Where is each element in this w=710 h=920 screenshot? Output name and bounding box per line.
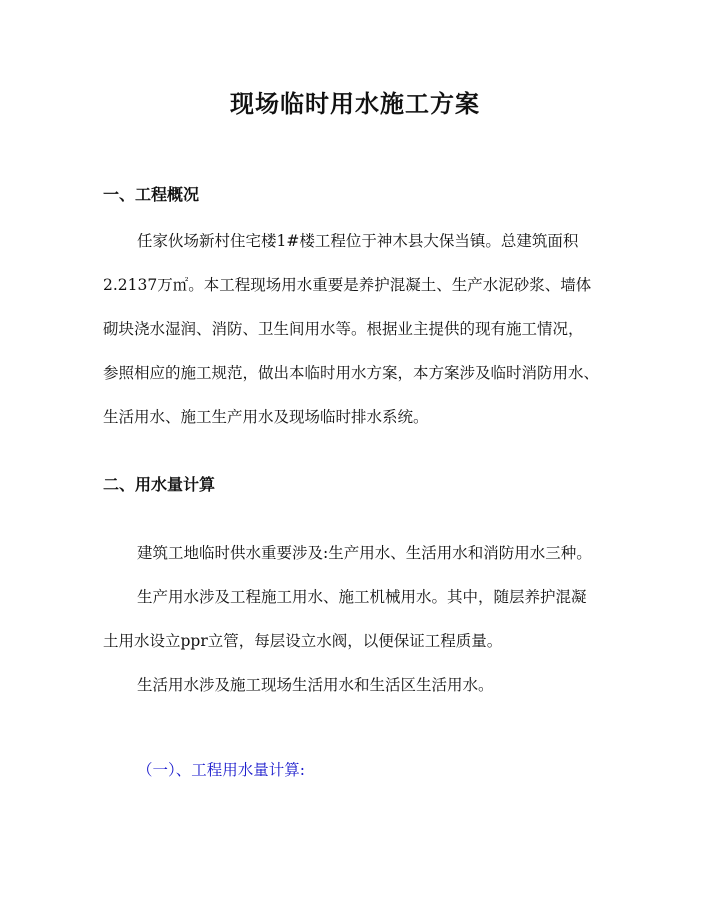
subsection-heading: （一）、工程用水量计算: <box>137 761 305 779</box>
paragraph-line: 生产用水涉及工程施工用水、施工机械用水。其中，随层养护混凝 <box>137 588 587 606</box>
paragraph-line: 2.2137万㎡。本工程现场用水重要是养护混凝土、生产水泥砂浆、墙体 <box>103 276 592 294</box>
paragraph-line: 土用水设立ppr立管，每层设立水阀，以便保证工程质量。 <box>103 632 503 650</box>
paragraph-line: 参照相应的施工规范，做出本临时用水方案，本方案涉及临时消防用水、 <box>103 364 600 382</box>
paragraph-line: 任家伙场新村住宅楼1#楼工程位于神木县大保当镇。总建筑面积 <box>137 232 579 250</box>
paragraph-line: 生活用水、施工生产用水及现场临时排水系统。 <box>103 408 429 426</box>
paragraph-line: 生活用水涉及施工现场生活用水和生活区生活用水。 <box>137 676 494 694</box>
paragraph-line: 砌块浇水湿润、消防、卫生间用水等。根据业主提供的现有施工情况， <box>103 320 584 338</box>
paragraph-line: 建筑工地临时供水重要涉及:生产用水、生活用水和消防用水三种。 <box>137 544 592 562</box>
section-heading-water-calc: 二、用水量计算 <box>103 475 216 494</box>
section-heading-overview: 一、工程概况 <box>103 185 200 204</box>
page-title: 现场临时用水施工方案 <box>230 90 480 118</box>
